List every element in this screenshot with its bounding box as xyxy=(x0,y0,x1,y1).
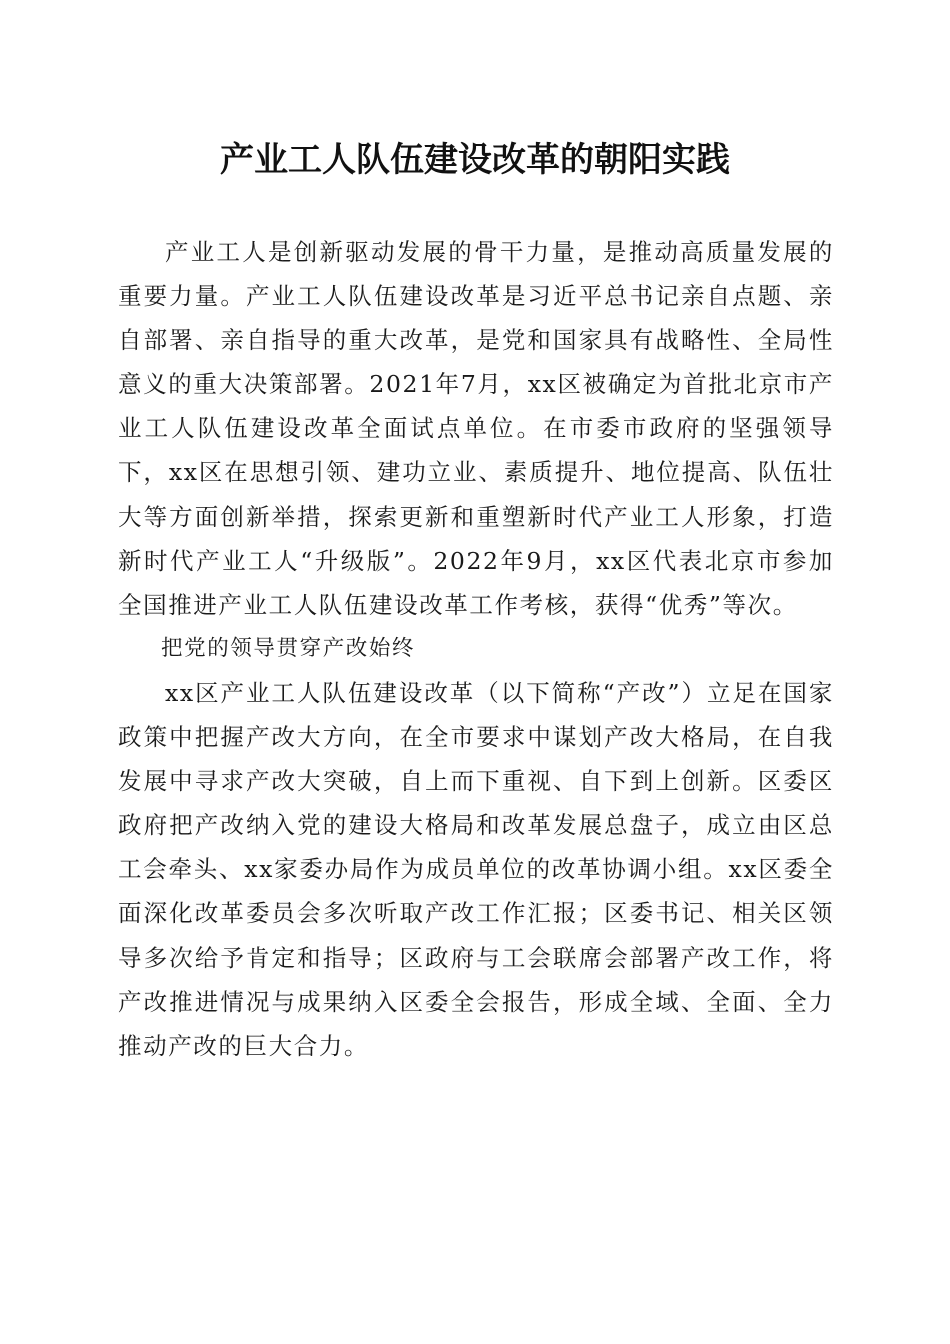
document-title: 产业工人队伍建设改革的朝阳实践 xyxy=(220,140,730,180)
paragraph-intro: 产业工人是创新驱动发展的骨干力量，是推动高质量发展的重要力量。产业工人队伍建设改革是习近平总书记亲自点题、亲自部署、亲自指导的重大改革，是党和国家具有战略性、全局性意义的重大决策部署。2021年7月，xx区被确定为首批北京市产业工人队伍建设改革全面试点单位。在市委市政府的坚强领导下，xx区在思想引领、建功立业、素质提升、地位提高、队伍壮大等方面创新举措，探索更新和重塑新时代产业工人形象，打造新时代产业工人“升级版”。2022年9月，xx区代表北京市参加全国推进产业工人队伍建设改革工作考核，获得“优秀”等次。 xyxy=(118,238,834,619)
paragraph-party-leadership: xx区产业工人队伍建设改革（以下简称“产改”）立足在国家政策中把握产改大方向，在全市要求中谋划产改大格局，在自我发展中寻求产改大突破，自上而下重视、自下到上创新。区委区政府把产改纳入党的建设大格局和改革发展总盘子，成立由区总工会牵头、xx家委办局作为成员单位的改革协调小组。xx区委全面深化改革委员会多次听取产改工作汇报；区委书记、相关区领导多次给予肯定和指导；区政府与工会联席会部署产改工作，将产改推进情况与成果纳入区委全会报告，形成全域、全面、全力推动产改的巨大合力。 xyxy=(118,678,834,1060)
document-body xyxy=(118,230,834,1068)
section-heading: 把党的领导贯穿产改始终 xyxy=(161,635,416,661)
